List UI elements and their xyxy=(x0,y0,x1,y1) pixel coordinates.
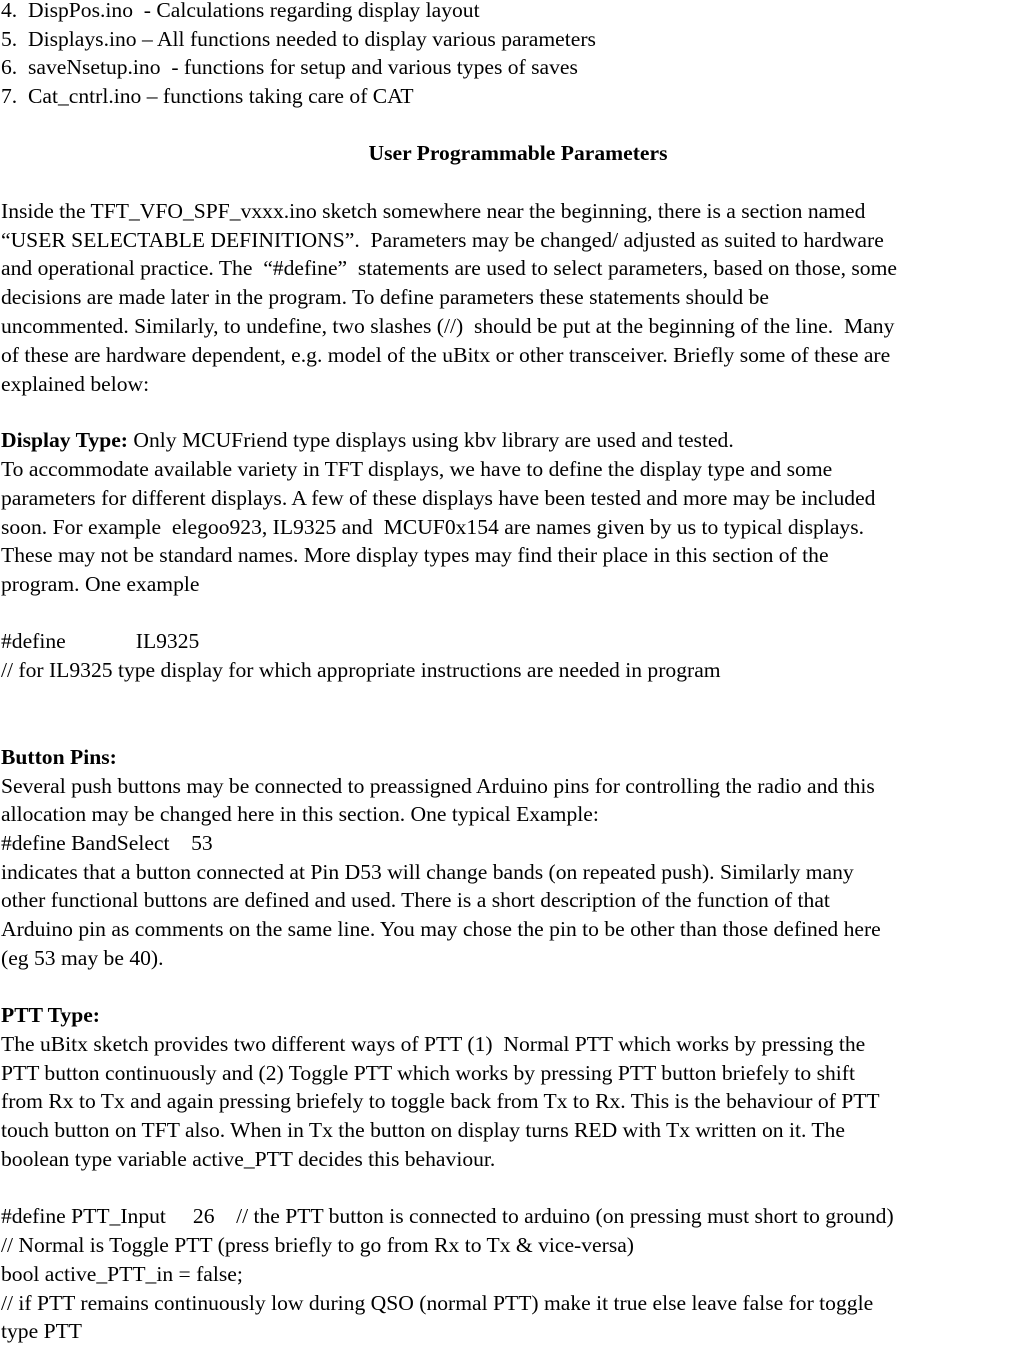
button-pins-line: other functional buttons are defined and used. There is a short description of the function of that xyxy=(1,888,830,912)
display-type-heading-line xyxy=(1,426,734,455)
display-type-line: parameters for different displays. A few of these displays have been tested and more may be included xyxy=(1,486,876,510)
ptt-code-line: #define PTT_Input 26 // the PTT button is connected to arduino (on pressing must short to ground) xyxy=(1,1204,894,1228)
ptt-type-heading: PTT Type: xyxy=(1,1003,100,1027)
display-type-line: program. One example xyxy=(1,572,200,596)
display-type-code-comment: // for IL9325 type display for which appropriate instructions are needed in program xyxy=(1,658,721,682)
display-type-heading-rest: Only MCUFriend type displays using kbv library are used and tested. xyxy=(128,428,734,452)
ptt-type-line: boolean type variable active_PTT decides this behaviour. xyxy=(1,1147,496,1171)
file-list-item: 5. Displays.ino – All functions needed to display various parameters xyxy=(1,27,596,51)
ptt-code-line: bool active_PTT_in = false; xyxy=(1,1262,243,1286)
section-title: User Programmable Parameters xyxy=(368,141,668,165)
display-type-code-line xyxy=(1,627,199,656)
code-define-keyword: #define xyxy=(1,629,66,653)
intro-line: decisions are made later in the program. To define parameters these statements should be xyxy=(1,285,770,309)
file-list-item: 6. saveNsetup.ino - functions for setup and various types of saves xyxy=(1,55,578,79)
file-list-item: 7. Cat_cntrl.ino – functions taking care of CAT xyxy=(1,84,414,108)
intro-line: “USER SELECTABLE DEFINITIONS”. Parameters may be changed/ adjusted as suited to hardware xyxy=(1,228,884,252)
ptt-code-line: type PTT xyxy=(1,1319,82,1343)
button-pins-line: allocation may be changed here in this section. One typical Example: xyxy=(1,802,599,826)
intro-line: of these are hardware dependent, e.g. model of the uBitx or other transceiver. Briefly some of these are xyxy=(1,343,891,367)
button-pins-line: Several push buttons may be connected to preassigned Arduino pins for controlling the radio and this xyxy=(1,774,875,798)
display-type-line: These may not be standard names. More display types may find their place in this section of the xyxy=(1,543,829,567)
intro-line: and operational practice. The “#define” statements are used to select parameters, based on those, some xyxy=(1,256,897,280)
code-define-value: IL9325 xyxy=(135,629,200,653)
display-type-heading: Display Type: xyxy=(1,428,128,452)
ptt-type-line: PTT button continuously and (2) Toggle PTT which works by pressing PTT button briefely to shift xyxy=(1,1061,855,1085)
ptt-type-line: from Rx to Tx and again pressing briefely to toggle back from Tx to Rx. This is the behaviour of PTT xyxy=(1,1089,880,1113)
button-pins-line: (eg 53 may be 40). xyxy=(1,946,164,970)
intro-line: explained below: xyxy=(1,372,150,396)
button-pins-heading: Button Pins: xyxy=(1,745,117,769)
display-type-line: soon. For example elegoo923, IL9325 and MCUF0x154 are names given by us to typical displays. xyxy=(1,515,865,539)
ptt-code-line: // Normal is Toggle PTT (press briefly to go from Rx to Tx & vice-versa) xyxy=(1,1233,634,1257)
ptt-type-line: The uBitx sketch provides two different ways of PTT (1) Normal PTT which works by pressing the xyxy=(1,1032,866,1056)
button-pins-line: #define BandSelect 53 xyxy=(1,831,213,855)
file-list-item: 4. DispPos.ino - Calculations regarding display layout xyxy=(1,0,480,22)
button-pins-line: Arduino pin as comments on the same line. You may chose the pin to be other than those defined here xyxy=(1,917,881,941)
button-pins-line: indicates that a button connected at Pin D53 will change bands (on repeated push). Similarly many xyxy=(1,860,854,884)
intro-line: uncommented. Similarly, to undefine, two slashes (//) should be put at the beginning of the line. Many xyxy=(1,314,895,338)
intro-line: Inside the TFT_VFO_SPF_vxxx.ino sketch somewhere near the beginning, there is a section named xyxy=(1,199,866,223)
ptt-code-line: // if PTT remains continuously low during QSO (normal PTT) make it true else leave false for toggle xyxy=(1,1291,874,1315)
display-type-line: To accommodate available variety in TFT displays, we have to define the display type and some xyxy=(1,457,833,481)
ptt-type-line: touch button on TFT also. When in Tx the button on display turns RED with Tx written on it. The xyxy=(1,1118,845,1142)
